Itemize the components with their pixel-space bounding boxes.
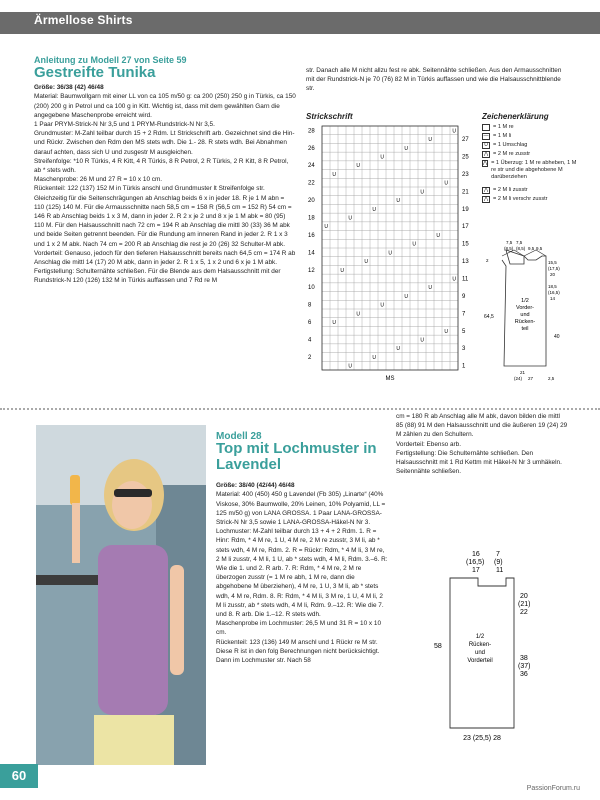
chart-row-number: 15 (462, 241, 469, 248)
model27-fertigstellung: Fertigstellung: Schulternähte schließen. Für die Blende aus dem Halsausschnitt mit der Rundstrick-N 120 (126) 132 M in Türkis auffassen und 7 Rd re M (34, 268, 281, 285)
chart-stitch-symbol: U (348, 363, 353, 370)
model27-streifen: Streifenfolge: *10 R Türkis, 4 R Kitt, 4 R Türkis, 8 R Petrol, 2 R Türkis, 2 R Kitt, 8 R Petrol, ab * stets wdh. (34, 157, 289, 175)
svg-text:7: 7 (496, 551, 500, 558)
chart-stitch-symbol: U (332, 320, 337, 327)
svg-text:38: 38 (520, 655, 528, 662)
schematic-27 (484, 236, 584, 386)
model27-material: Material: Baumwollgarn mit einer LL von ca 105 m/50 g: ca 200 (250) 250 g in Türkis, ca 150 (200) 200 g in Petrol und ca 100 g in Kitt. Wichtig ist, dass mit dem gewählten Garn die angegebene Maschenprobe erreicht wird. (34, 93, 296, 119)
legend-item-5: ⋀ = 1 Überzug: 1 M re abheben, 1 M re str und die abgehobene M darüberziehen (483, 160, 577, 180)
svg-text:2,5: 2,5 (548, 376, 555, 381)
legend-item-6: ⋀ = 2 M li zusstr (483, 187, 528, 193)
model28-vorderteil: Vorderteil: Ebenso arb. (396, 440, 462, 448)
model28-subtitle: Modell 28 (216, 431, 262, 442)
model28-photo (36, 425, 206, 765)
svg-text:22: 22 (520, 609, 528, 616)
chart-stitch-symbol: U (388, 250, 393, 257)
schem27-label: 1/2 Vorder-und Rücken-teil (514, 298, 536, 332)
chart-row-number: 21 (462, 189, 469, 196)
chart-stitch-symbol: U (444, 180, 449, 187)
chart-stitch-symbol: U (380, 302, 385, 309)
chart-stitch-symbol: U (324, 224, 329, 231)
chart-row-number: 18 (308, 215, 315, 222)
model27-maschenprobe: Maschenprobe: 26 M und 27 R = 10 x 10 cm. (34, 176, 163, 184)
chart-row-number: 22 (308, 180, 315, 187)
svg-text:11: 11 (496, 567, 504, 574)
schematic-28 (430, 546, 560, 746)
chart-row-number: 2 (308, 354, 312, 361)
chart-row-number: 3 (462, 346, 466, 353)
chart-stitch-symbol: U (436, 232, 441, 239)
chart-stitch-symbol: U (420, 337, 425, 344)
legend-title: Zeichenerklärung (482, 112, 549, 121)
svg-text:7,5: 7,5 (516, 240, 523, 245)
svg-text:58: 58 (434, 643, 442, 650)
chart-row-number: 20 (308, 198, 315, 205)
model28-title: Top mit Lochmuster in Lavendel (216, 440, 377, 474)
p2tog-icon: ⋀ (483, 187, 489, 193)
chart-row-number: 23 (462, 171, 469, 178)
chart-row-number: 27 (462, 137, 469, 144)
chart-title: Strickschrift (306, 112, 353, 121)
chart-stitch-symbol: U (348, 215, 353, 222)
chart-row-number: 28 (308, 128, 315, 135)
model28-lochmuster: Lochmuster: M-Zahl teilbar durch 13 + 4 + 2 Rdm. 1. R = Hinr: Rdm, * 4 M re, 1 U, 4 M re, 2 M re zusstr, 3 M li, ab * stets wdh, 4 M re, Rdm. 2. R = Rückr: Rdm, * 4 M li, 3 M re, 2 M li zusstr, 4 M li, 1 U, ab * stets wdh, 4 M li, Rdm. 3.–6. R: Wie die 1. und 2. R arb. 7. R: Rdm, * 4 M re, 2 M re überzogen zusstr (= 1 M re abh, 1 M re, dann die abgehobene M überziehen), 4 M re, 1 U, 3 M li, ab * stets wdh, 4 M re, Rdm. 8. R: Rdm, * 4 M li, 3 M re, 1 U, 4 M li, 2 M li zusstr, ab * stets wdh, 4 M li, Rdm. 9.–12. R: Wie die 7. und 8. R arb. Die 1.–12. R stets wdh. (216, 528, 388, 619)
model27-title: Gestreifte Tunika (34, 64, 156, 82)
skpo-icon: ⋀ (483, 160, 488, 166)
svg-text:40: 40 (554, 334, 560, 340)
chart-row-number: 4 (308, 337, 312, 344)
chart-row-number: 14 (308, 250, 315, 257)
model28-text (216, 432, 388, 665)
chart-row-number: 17 (462, 224, 469, 231)
svg-text:9,5: 9,5 (536, 246, 543, 251)
legend-item-1: = 1 M re (482, 124, 514, 131)
chart-stitch-symbol: U (396, 198, 401, 205)
svg-text:(8,5): (8,5) (516, 246, 526, 251)
svg-text:(21): (21) (518, 601, 531, 608)
chart-row-number: 6 (308, 320, 312, 327)
svg-text:9,5: 9,5 (528, 246, 535, 251)
model28-maschenprobe: Maschenprobe im Lochmuster: 26,5 M und 31 R = 10 x 10 cm. (216, 620, 382, 637)
k2tog-icon: ⋀ (483, 151, 489, 157)
svg-text:36: 36 (520, 671, 528, 678)
svg-text:18,5: 18,5 (548, 284, 557, 289)
model27-text (34, 56, 296, 286)
model27-needles: 1 Paar PRYM-Strick-N Nr 3,5 und 1 PRYM-Rundstrick-N Nr 3,5. (34, 121, 215, 129)
chart-row-number: 10 (308, 285, 315, 292)
chart-stitch-symbol: U (452, 276, 457, 283)
page-header (0, 0, 600, 38)
svg-text:20: 20 (520, 593, 528, 600)
svg-text:27: 27 (528, 376, 534, 381)
knit-icon (482, 124, 490, 131)
chart-row-number: 12 (308, 267, 315, 274)
chart-row-number: 16 (308, 232, 315, 239)
model-photo-illustration (36, 425, 206, 765)
model28-col2-intro: cm = 180 R ab Anschlag alle M abk, davon bilden die mittl 85 (88) 91 M den Halsausschnitt und die äußeren 19 (24) 29 M zählen zu den Schultern. (396, 413, 568, 439)
model28-text-2 (396, 412, 568, 476)
model27-rueckenteil: Rückenteil: 122 (137) 152 M in Türkis anschl und Grundmuster lt Streifenfolge str. Gleichzeitig für die Seitenschrägungen ab Anschlag beids 6 x in jeder 18. R je 1 M abn = 110 (125) 140 M. Für die Armausschnitte nach 58,5 cm = 158 R (56,5 cm = 152 R) 54 cm = 146 R ab Anschlag beids 1 x 3 M, dann in jeder 2. R 2 x je 2 und 8 x je 1 M abk = 80 (95) 110 M. Für den Halsausschnitt nach 72 cm = 194 R ab Anschlag die mittl 30 (33) 36 M abk und beide Seiten getrennt beenden. Für die Rundung am inneren Rand in jeder 2. R 1 x 3 und 1 x 2 M abk. Nach 74 cm = 200 R ab Anschlag die rest je 20 (26) 32 Schulter-M abk. (34, 185, 292, 248)
model28-fertigstellung: Fertigstellung: Die Schulternähte schließen. Den Halsausschnitt mit 1 Rd Kettm mit Häkel-N Nr 3 umhäkeln. Seitennähte schließen. (396, 449, 562, 476)
svg-text:64,5: 64,5 (484, 314, 494, 320)
section-title: Ärmellose Shirts (34, 13, 133, 27)
chart-stitch-symbol: U (364, 259, 369, 266)
svg-text:21: 21 (520, 370, 526, 375)
section-divider (0, 408, 600, 410)
chart-stitch-symbol: U (356, 311, 361, 318)
chart-stitch-symbol: U (340, 267, 345, 274)
model27-intro-right: str. Danach alle M nicht allzu fest re abk. Seitennähte schließen. Aus den Armausschnitten mit der Rundstrick-N je 70 (76) 82 M in Türkis auffassen und wie die Halsausschnittblende str. (306, 67, 562, 93)
chart-row-number: 9 (462, 293, 466, 300)
svg-text:16: 16 (472, 551, 480, 558)
chart-stitch-symbol: U (404, 293, 409, 300)
model28-material: Material: 400 (450) 450 g Lavendel (Fb 305) „Linarte“ (40% Viskose, 30% Baumwolle, 20% Leinen, 10% Polyamid, LL = 125 m/50 g) von LANA GROSSA. 1 Paar LANA-GROSSA-Strick-N Nr 3,5 sowie 1 LANA-GROSSA-Häkel-N Nr 3. (216, 491, 386, 527)
chart-row-number: 5 (462, 328, 466, 335)
chart-stitch-symbol: U (444, 328, 449, 335)
chart-row-number: 7 (462, 311, 466, 318)
chart-row-number: 11 (462, 276, 469, 283)
svg-text:2: 2 (486, 258, 489, 263)
legend-item-2: — = 1 M li (483, 133, 512, 139)
model27-grundmuster: Grundmuster: M-Zahl teilbar durch 15 + 2 Rdm. Lt Strickschrift arb. Gezeichnet sind die Hin- und Rückr. Zwischen den Rdm den MS stets wdh. Die 1.- 28. R stets wdh. Bei Abnahmen darauf achten, dass sich U und zusgestr M ausgleichen. (34, 130, 295, 156)
chart-row-number: 13 (462, 259, 469, 266)
chart-stitch-symbol: U (428, 137, 433, 144)
chart-stitch-symbol: U (452, 128, 457, 135)
svg-text:14: 14 (550, 296, 556, 301)
model27-subtitle: Anleitung zu Modell 27 von Seite 59 (34, 55, 187, 65)
legend-item-4: ⋀ = 2 M re zusstr (483, 151, 531, 157)
svg-text:20: 20 (550, 272, 556, 277)
svg-text:(37): (37) (518, 663, 531, 670)
chart-stitch-symbol: U (420, 189, 425, 196)
chart-row-number: 8 (308, 302, 312, 309)
svg-text:(8,5): (8,5) (504, 246, 514, 251)
svg-text:(16,5): (16,5) (466, 559, 485, 566)
p2tog-tbl-icon: ⋀ (483, 196, 489, 202)
chart-stitch-symbol: U (380, 154, 385, 161)
chart-row-number: 19 (462, 206, 469, 213)
model27-vorderteil: Vorderteil: Genauso, jedoch für den tieferen Halsausschnitt bereits nach 64,5 cm = 174 R ab Anschlag die mittl 14 (17) 20 M abk, dann in jeder 2. R 1 x 5, 1 x 2 und 6 x je 1 M abk. (34, 249, 296, 267)
purl-icon: — (483, 133, 489, 139)
svg-text:7,5: 7,5 (506, 240, 513, 245)
watermark: PassionForum.ru (526, 785, 580, 792)
chart-ms-label: MS (385, 376, 395, 382)
svg-text:(9): (9) (494, 559, 503, 566)
chart-stitch-symbol: U (356, 163, 361, 170)
chart-stitch-symbol: U (332, 171, 337, 178)
model28-rueckenteil: Rückenteil: 123 (136) 149 M anschl und 1 Rückr re M str. Diese R ist in den folg Berechnungen nicht berücksichtigt. Dann im Lochmuster str. Nach 58 (216, 638, 380, 665)
schem28-label: 1/2 Rücken-und Vorderteil (467, 634, 493, 664)
svg-text:(16,5): (16,5) (548, 290, 560, 295)
svg-text:15,5: 15,5 (548, 260, 557, 265)
chart-stitch-symbol: U (372, 354, 377, 361)
svg-text:17: 17 (472, 567, 480, 574)
chart-row-number: 26 (308, 145, 315, 152)
chart-row-number: 24 (308, 163, 315, 170)
chart-stitch-symbol: U (396, 346, 401, 353)
chart-row-number: 1 (462, 363, 466, 370)
model28-size: Größe: 38/40 (42/44) 46/48 (216, 482, 295, 490)
legend-item-7: ⋀ = 2 M li verschr zusstr (483, 196, 548, 202)
model27-size: Größe: 36/38 (42) 46/48 (34, 84, 104, 92)
yarn-over-icon: U (482, 142, 490, 149)
svg-text:(17,5): (17,5) (548, 266, 560, 271)
chart-stitch-symbol: U (428, 285, 433, 292)
chart-stitch-symbol: U (404, 145, 409, 152)
page-number: 60 (0, 764, 38, 788)
chart-row-number: 25 (462, 154, 469, 161)
chart-stitch-symbol: U (412, 241, 417, 248)
svg-text:(24): (24) (514, 376, 523, 381)
svg-text:23 (25,5) 28: 23 (25,5) 28 (463, 735, 501, 742)
chart-stitch-symbol: U (372, 206, 377, 213)
knitting-chart (306, 124, 482, 384)
legend-item-3: U = 1 Umschlag (482, 142, 527, 149)
